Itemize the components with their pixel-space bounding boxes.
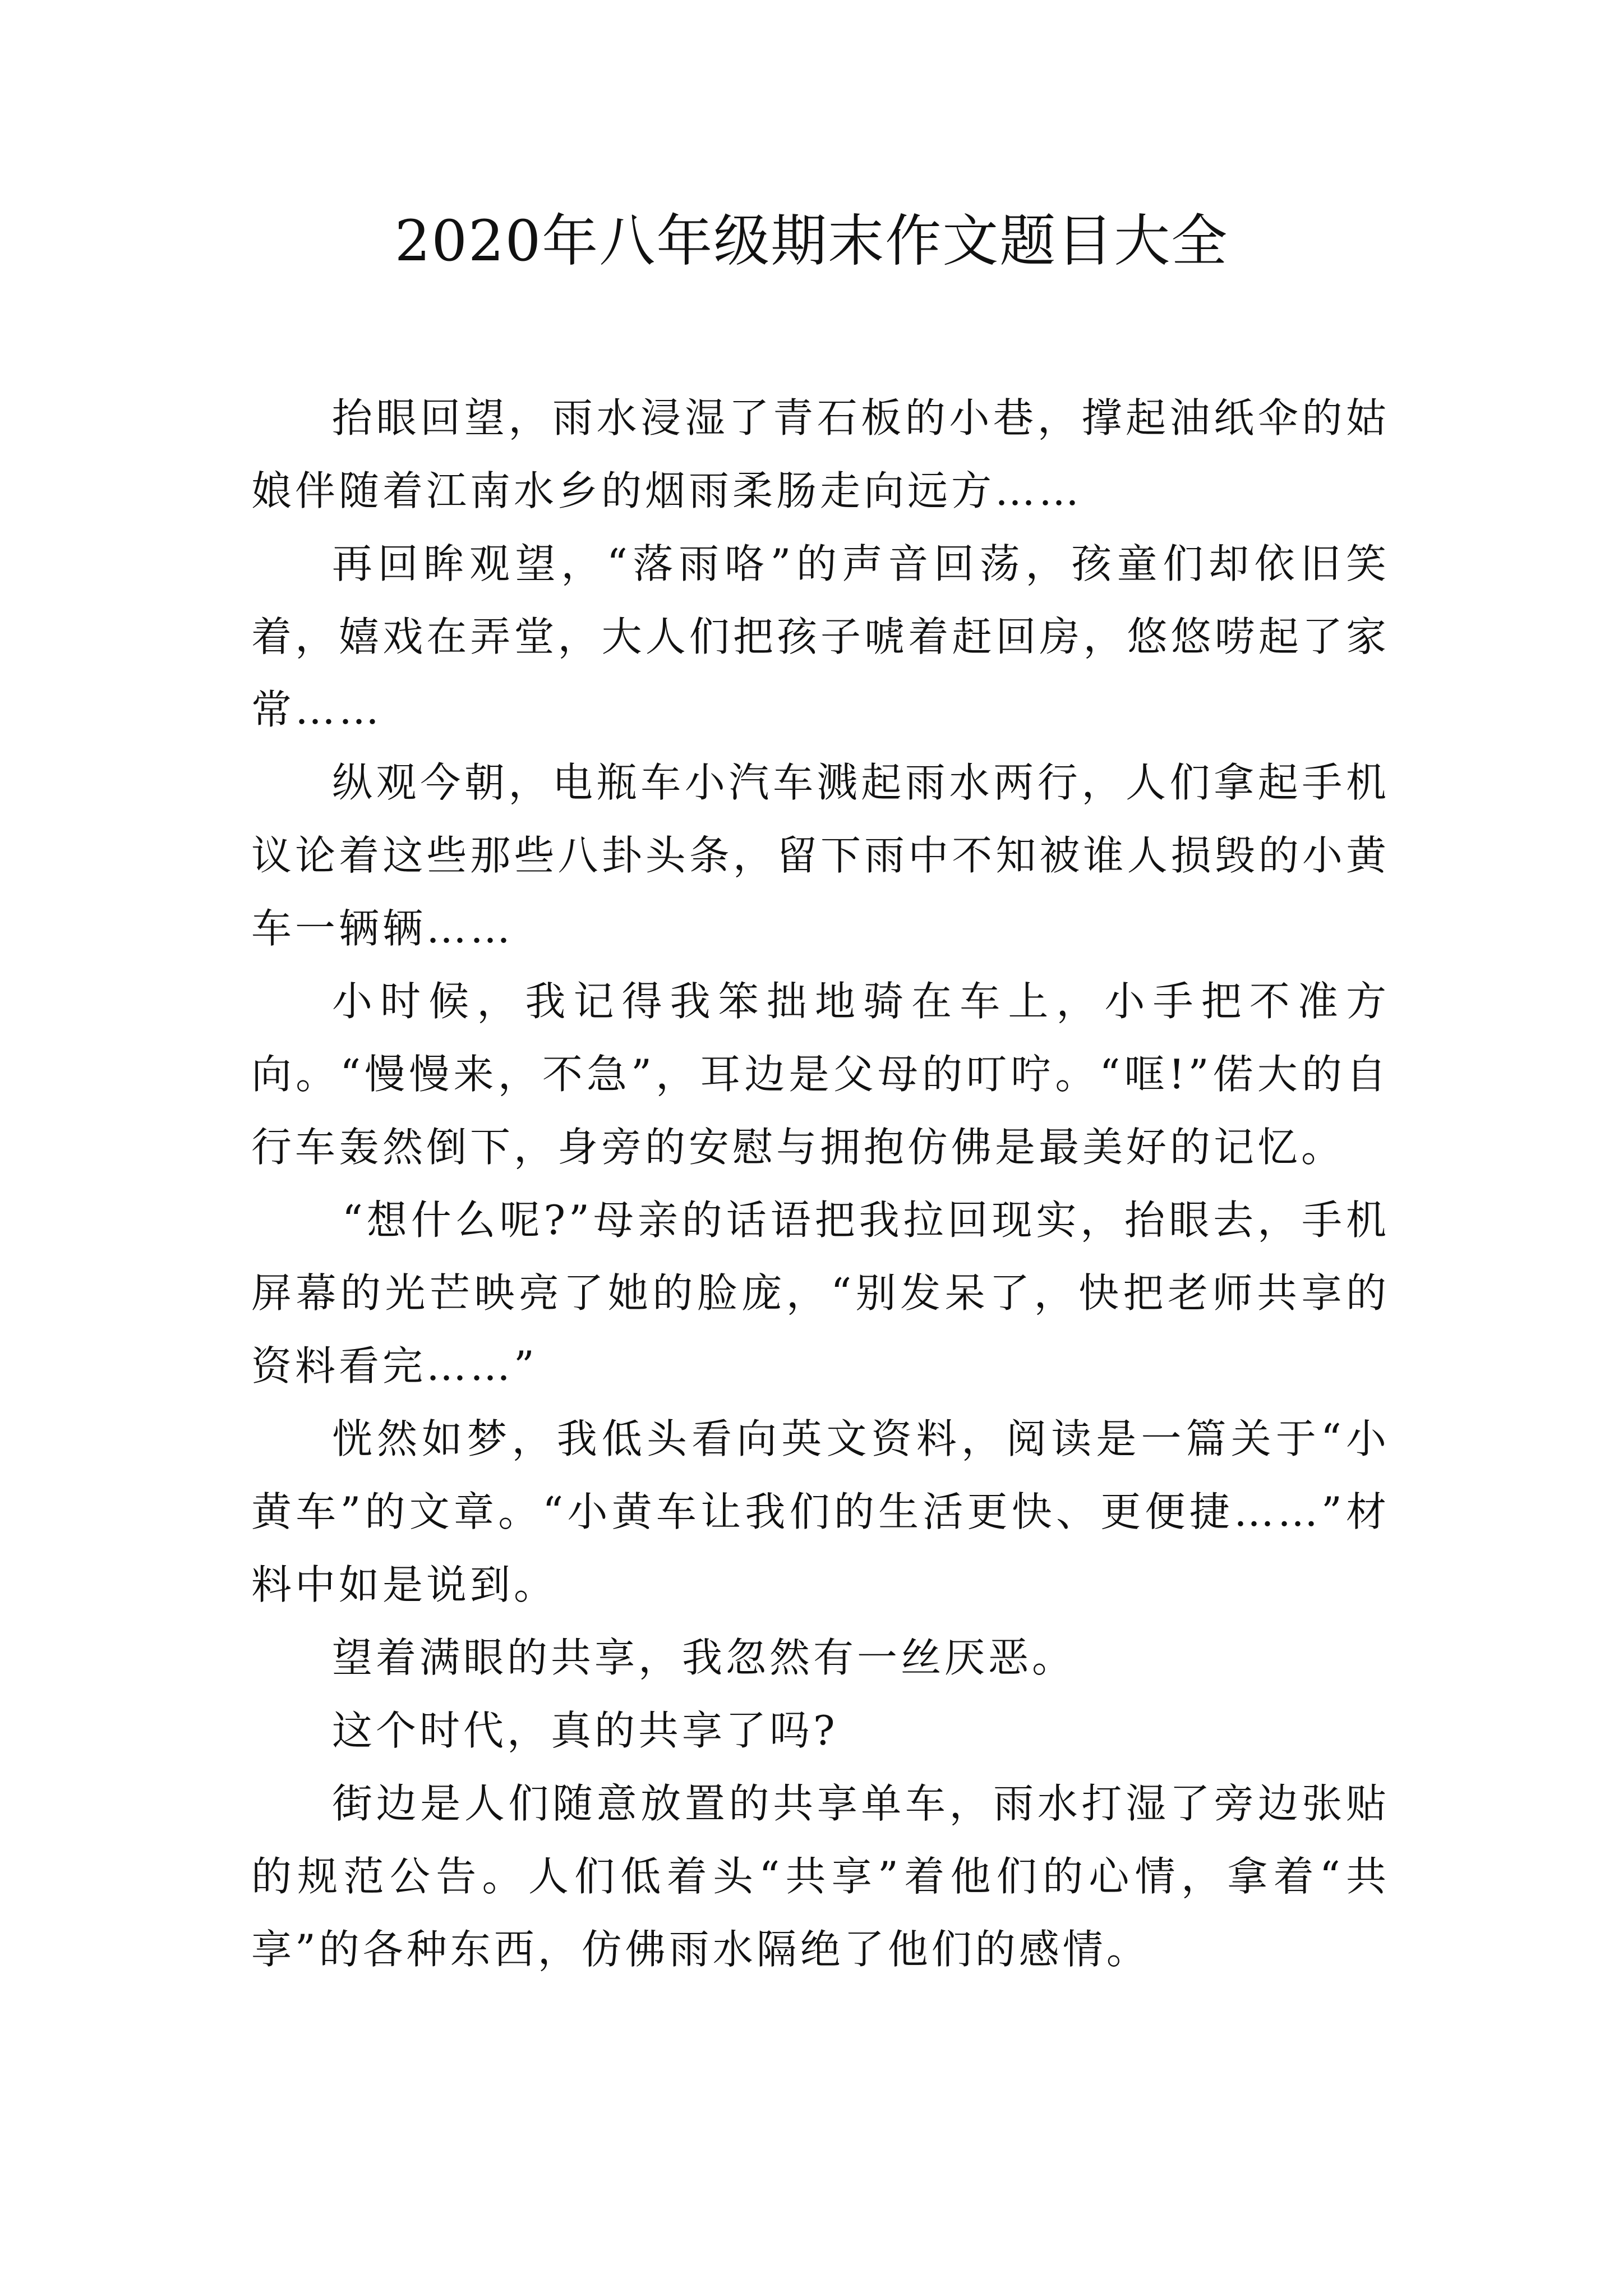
- paragraph-8: 这个时代，真的共享了吗?: [332, 1707, 838, 1754]
- essay-body: [251, 381, 1390, 1986]
- paragraph-4: 小时候，我记得我笨拙地骑在车上，小手把不准方向。“慢慢来，不急”，耳边是父母的叮咛。“哐!”偌大的自行车轰然倒下，身旁的安慰与拥抱仿佛是最美好的记忆。: [251, 978, 1390, 1171]
- paragraph-5: “想什么呢?”母亲的话语把我拉回现实，抬眼去，手机屏幕的光芒映亮了她的脸庞，“别发呆了，快把老师共享的资料看完……”: [251, 1197, 1390, 1389]
- paragraph-7: 望着满眼的共享，我忽然有一丝厌恶。: [332, 1634, 1076, 1681]
- paragraph-3: 纵观今朝，电瓶车小汽车溅起雨水两行，人们拿起手机议论着这些那些八卦头条，留下雨中不知被谁人损毁的小黄车一辆辆……: [251, 759, 1390, 952]
- paragraph-2: 再回眸观望，“落雨咯”的声音回荡，孩童们却依旧笑着，嬉戏在弄堂，大人们把孩子唬着赶回房，悠悠唠起了家常……: [251, 540, 1390, 733]
- paragraph-9: 街边是人们随意放置的共享单车，雨水打湿了旁边张贴的规范公告。人们低着头“共享”着他们的心情，拿着“共享”的各种东西，仿佛雨水隔绝了他们的感情。: [251, 1780, 1390, 1973]
- page-title: 2020年八年级期末作文题目大全: [394, 208, 1229, 274]
- paragraph-1: 抬眼回望，雨水浸湿了青石板的小巷，撑起油纸伞的姑娘伴随着江南水乡的烟雨柔肠走向远方……: [251, 394, 1390, 514]
- paragraph-6: 恍然如梦，我低头看向英文资料，阅读是一篇关于“小黄车”的文章。“小黄车让我们的生活更快、更便捷……”材料中如是说到。: [251, 1415, 1390, 1608]
